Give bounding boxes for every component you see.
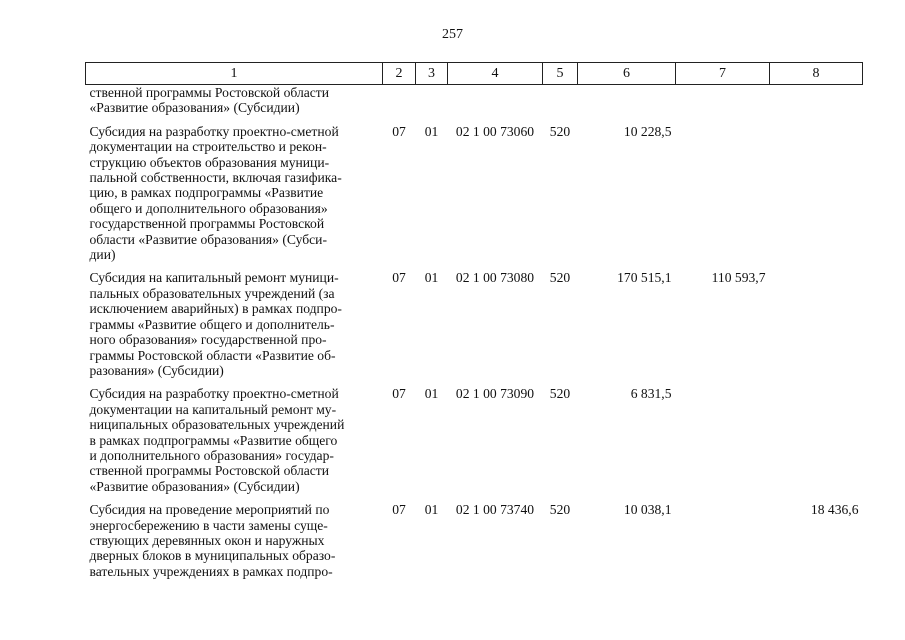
row-spacer [86, 378, 863, 386]
column-header-1: 1 [86, 63, 383, 85]
description-line: пальных образовательных учреждений (за [89, 285, 335, 301]
row-description [86, 386, 383, 494]
column-header-2: 2 [383, 63, 416, 85]
description-line: ственной программы Ростовской области [89, 463, 330, 479]
description-line: в рамках подпрограммы «Развитие общего [89, 432, 338, 448]
expense-type-code: 520 [549, 386, 571, 402]
description-line: Субсидия на проведение мероприятий по [89, 502, 330, 518]
row-description [86, 270, 383, 378]
description-line: энергосбережению в части замены суще- [89, 517, 328, 533]
amount-column-6: 10 038,1 [623, 502, 672, 518]
description-line: документации на капитальный ремонт му- [89, 401, 337, 417]
description-line: Субсидия на разработку проектно-сметной [89, 123, 339, 139]
description-line: цию, в рамках подпрограммы «Развитие [89, 185, 324, 201]
description-line: граммы Ростовской области «Развитие об- [89, 347, 336, 363]
page-number: 257 [442, 27, 463, 42]
section-code: 07 [392, 270, 406, 286]
amount-column-6: 10 228,5 [623, 123, 672, 139]
description-line: пальной собственности, включая газифика- [89, 170, 342, 186]
target-article-code: 02 1 00 73060 [455, 123, 535, 139]
description-line: граммы «Развитие общего и дополнитель- [89, 316, 335, 332]
description-line: «Развитие образования» (Субсидии) [89, 478, 300, 494]
amount-column-8 [770, 386, 863, 494]
section-code: 07 [392, 502, 406, 518]
amount-column-8: 18 436,6 [810, 502, 859, 518]
target-article-code: 02 1 00 73740 [455, 502, 535, 518]
row-spacer [86, 262, 863, 270]
description-line: общего и дополнительного образования» [89, 200, 328, 216]
amount-column-7: 110 593,7 [711, 270, 766, 286]
column-header-4: 4 [448, 63, 543, 85]
section-code: 07 [392, 386, 406, 402]
amount-column-7 [676, 502, 770, 579]
subsection-code: 01 [424, 502, 439, 518]
expense-type-code: 520 [549, 123, 571, 139]
budget-table [85, 62, 863, 579]
row-description [86, 502, 383, 579]
row-spacer [86, 116, 863, 124]
amount-column-8 [770, 270, 863, 378]
description-line: разования» (Субсидии) [89, 362, 224, 378]
column-header-7: 7 [676, 63, 770, 85]
description-line: вательных учреждениях в рамках подпро- [89, 563, 333, 579]
table-row [86, 270, 863, 378]
description-line: струкцию объектов образования муници- [89, 154, 330, 170]
row-description [86, 124, 383, 263]
table-row [86, 124, 863, 263]
target-article-code: 02 1 00 73090 [455, 386, 535, 402]
amount-column-7 [676, 124, 770, 263]
description-line: Субсидия на разработку проектно-сметной [89, 386, 339, 402]
section-code: 07 [392, 123, 406, 139]
amount-column-7 [676, 386, 770, 494]
header-row [86, 63, 863, 85]
subsection-code: 01 [424, 270, 439, 286]
description-line: дии) [89, 247, 116, 263]
column-header-6: 6 [578, 63, 676, 85]
description-line: документации на строительство и рекон- [89, 139, 327, 155]
table-row [86, 386, 863, 494]
description-line: ственной программы Ростовской области [89, 85, 330, 100]
description-line: ствующих деревянных окон и наружных [89, 532, 325, 548]
description-line: ниципальных образовательных учреждений [89, 417, 345, 433]
column-header-3: 3 [416, 63, 448, 85]
subsection-code: 01 [424, 386, 439, 402]
description-line: и дополнительного образования» государ- [89, 447, 334, 463]
column-header-8: 8 [770, 63, 863, 85]
description-line: дверных блоков в муниципальных образо- [89, 548, 336, 564]
continuation-row [86, 85, 863, 116]
amount-column-8 [770, 124, 863, 263]
expense-type-code: 520 [549, 502, 571, 518]
description-line: исключением аварийных) в рамках подпро- [89, 301, 342, 317]
target-article-code: 02 1 00 73080 [455, 270, 535, 286]
table-row [86, 502, 863, 579]
description-line: государственной программы Ростовской [89, 216, 325, 232]
continuation-description [86, 85, 383, 116]
description-line: области «Развитие образования» (Субси- [89, 231, 327, 247]
expense-type-code: 520 [549, 270, 571, 286]
column-header-5: 5 [543, 63, 578, 85]
subsection-code: 01 [424, 123, 439, 139]
amount-column-6: 6 831,5 [630, 386, 672, 402]
description-line: «Развитие образования» (Субсидии) [89, 100, 300, 116]
row-spacer [86, 494, 863, 502]
description-line: Субсидия на капитальный ремонт муници- [89, 270, 339, 286]
description-line: ного образования» государственной про- [89, 332, 327, 348]
amount-column-6: 170 515,1 [617, 270, 672, 286]
